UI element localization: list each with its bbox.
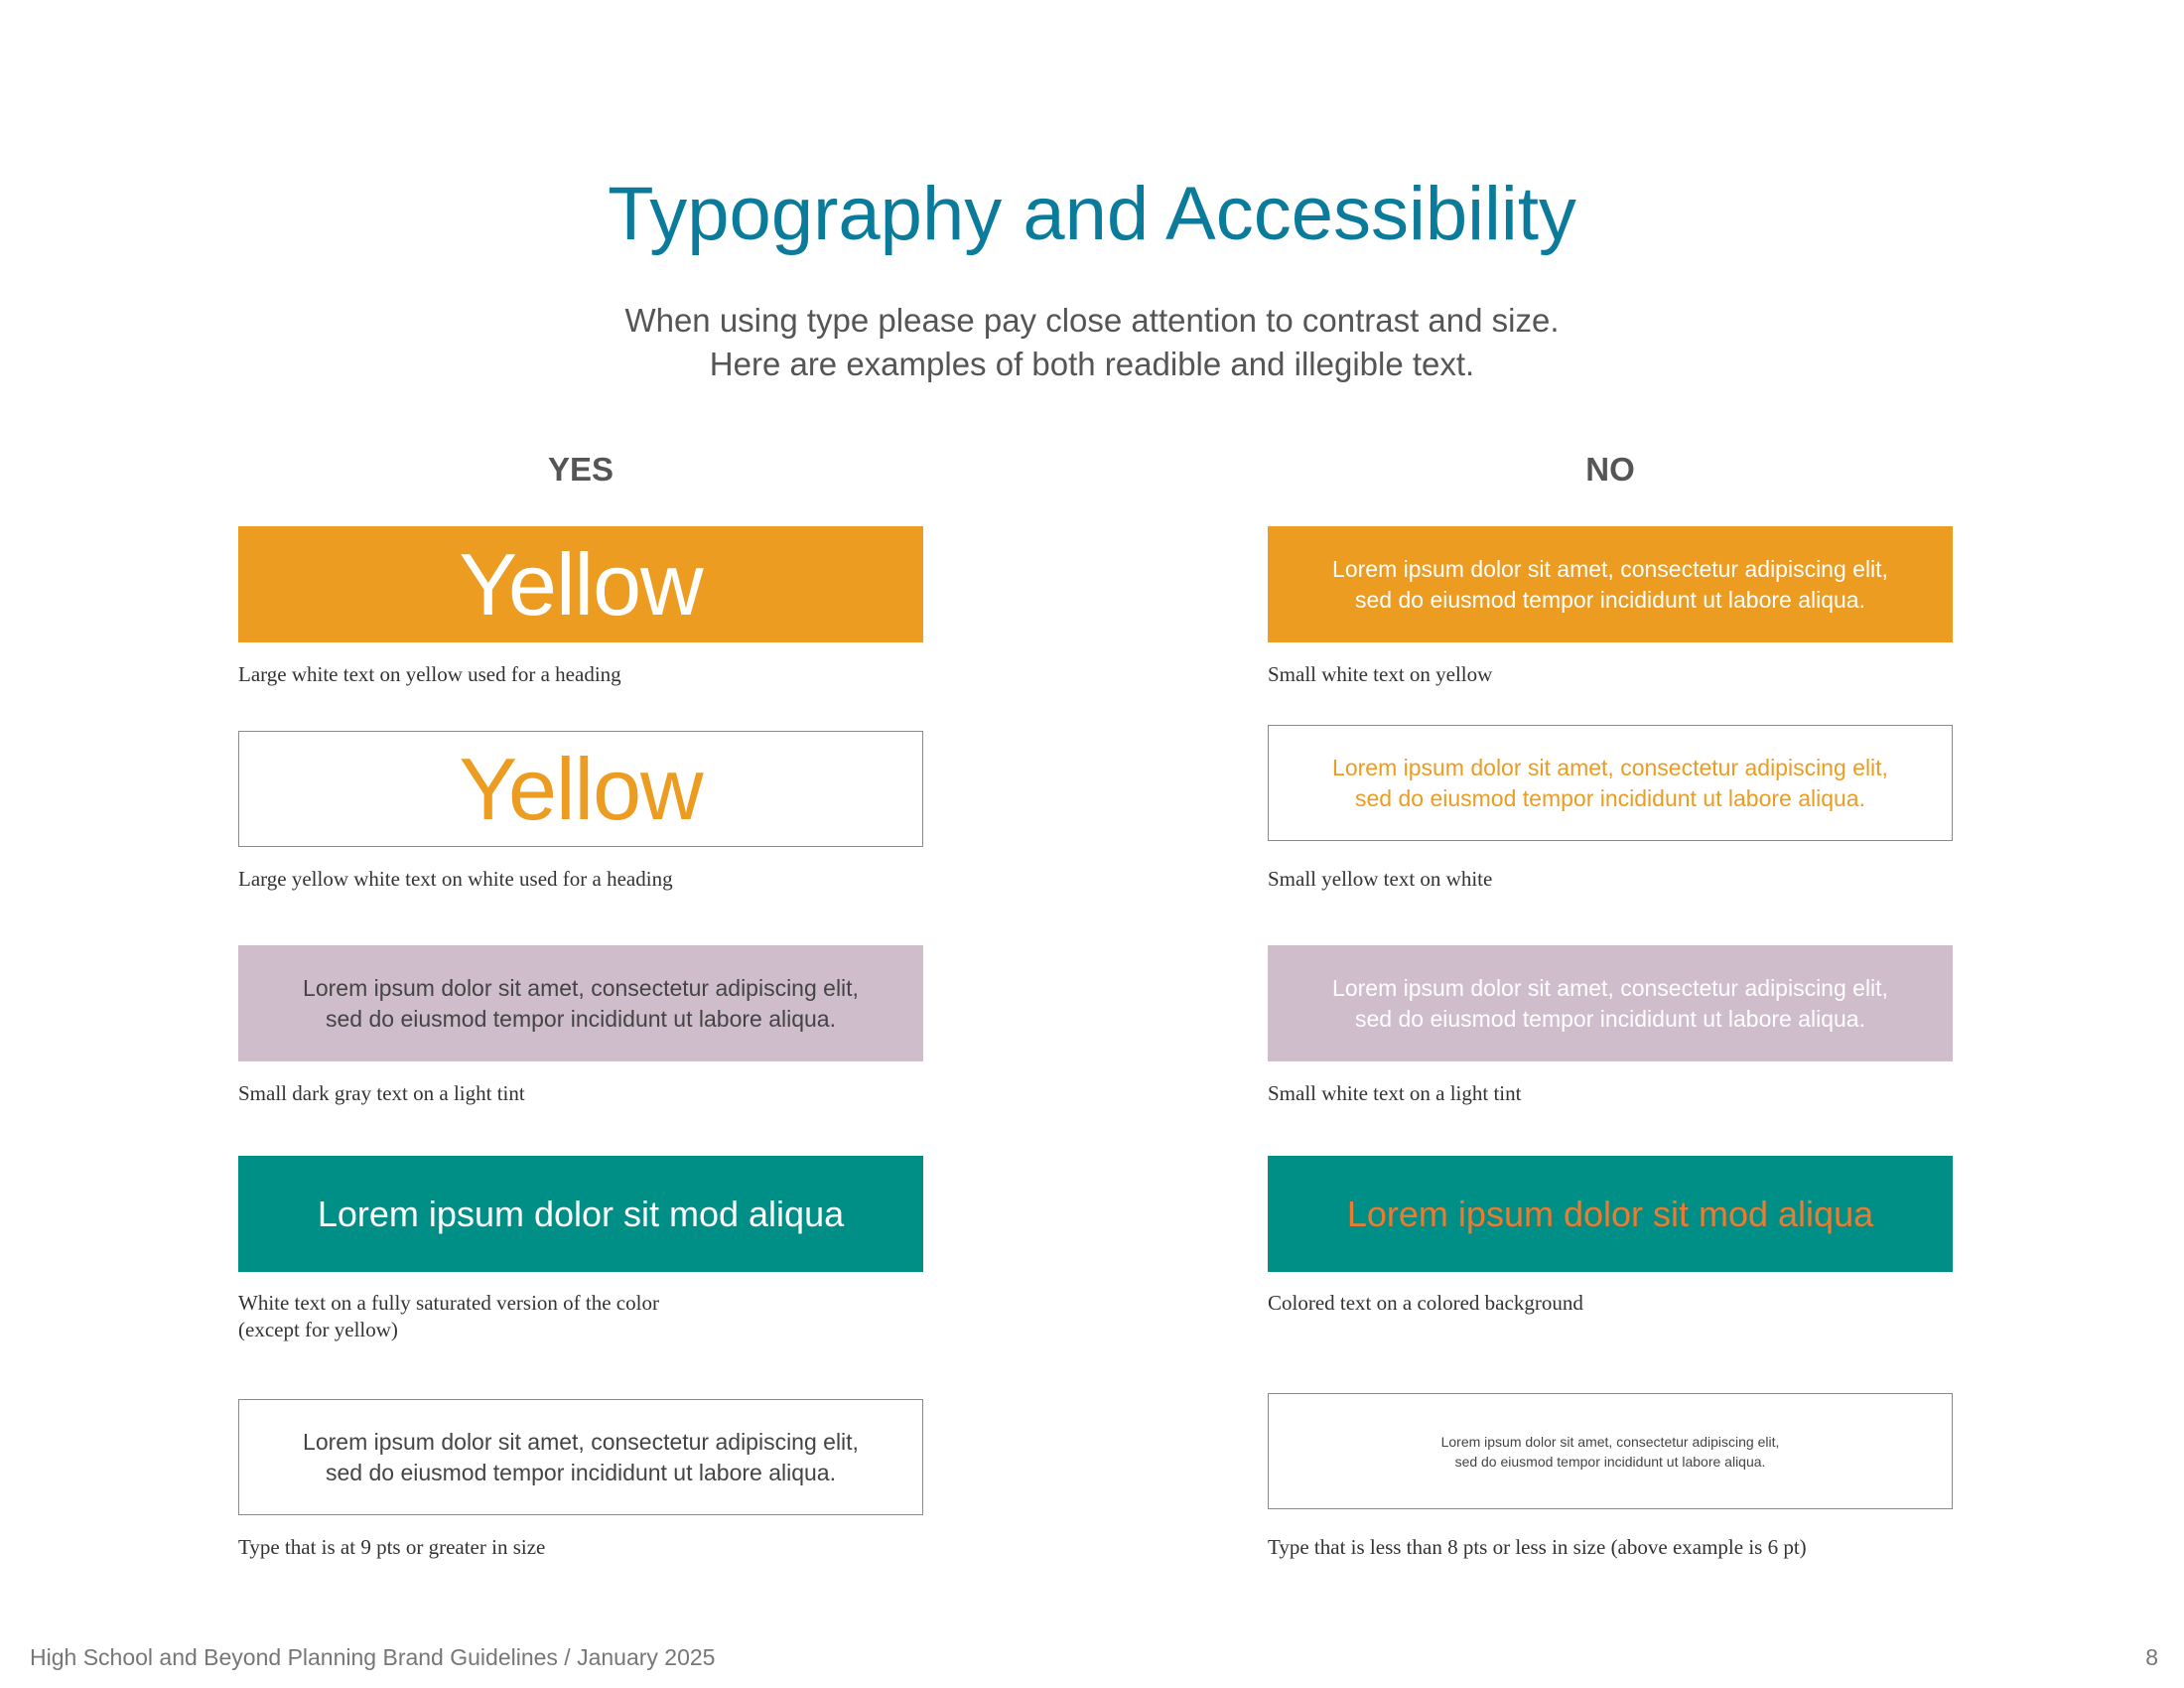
yes-example-4-box: [238, 1156, 923, 1272]
yes-example-1-text: Yellow: [459, 534, 703, 633]
no-example-1-caption: Small white text on yellow: [1268, 662, 1493, 686]
yes-example-2-text: Yellow: [459, 739, 703, 838]
yes-example-1-caption: Large white text on yellow used for a heading: [238, 662, 621, 686]
yes-example-3-line-2: sed do eiusmod tempor incididunt ut labore aliqua.: [326, 1005, 836, 1032]
no-example-5-caption: Type that is less than 8 pts or less in size (above example is 6 pt): [1268, 1535, 1807, 1559]
no-example-3-line-1: Lorem ipsum dolor sit amet, consectetur adipiscing elit,: [1332, 974, 1888, 1001]
yes-example-3-line-1: Lorem ipsum dolor sit amet, consectetur adipiscing elit,: [303, 974, 859, 1001]
no-example-5-box: [1268, 1393, 1953, 1509]
no-example-2-box: [1268, 725, 1953, 841]
no-example-1-line-1: Lorem ipsum dolor sit amet, consectetur adipiscing elit,: [1332, 555, 1888, 582]
no-example-2-line-1: Lorem ipsum dolor sit amet, consectetur adipiscing elit,: [1332, 754, 1888, 780]
subtitle-line-2: Here are examples of both readible and illegible text.: [709, 346, 1475, 382]
no-column-heading: NO: [1585, 451, 1635, 488]
yes-example-3-caption: Small dark gray text on a light tint: [238, 1081, 525, 1105]
no-example-1-line-2: sed do eiusmod tempor incididunt ut labore aliqua.: [1355, 586, 1865, 613]
no-example-2-line-2: sed do eiusmod tempor incididunt ut labore aliqua.: [1355, 784, 1865, 811]
no-example-5-line-2: sed do eiusmod tempor incididunt ut labore aliqua.: [1454, 1453, 1766, 1470]
yes-example-1-box: [238, 526, 923, 642]
yes-column-heading: YES: [547, 451, 614, 488]
yes-example-4-caption-line-2: (except for yellow): [238, 1318, 398, 1341]
yes-example-4-text: Lorem ipsum dolor sit mod aliqua: [317, 1193, 845, 1234]
yes-example-3-box: [238, 945, 923, 1061]
no-example-3-line-2: sed do eiusmod tempor incididunt ut labore aliqua.: [1355, 1005, 1865, 1032]
yes-example-5-box: [238, 1399, 923, 1515]
page-number: 8: [2145, 1644, 2158, 1670]
yes-example-2-box: [238, 731, 923, 847]
no-example-3-caption: Small white text on a light tint: [1268, 1081, 1522, 1105]
no-example-5-line-1: Lorem ipsum dolor sit amet, consectetur adipiscing elit,: [1440, 1433, 1780, 1450]
no-example-4-caption: Colored text on a colored background: [1268, 1291, 1583, 1315]
footer-text: High School and Beyond Planning Brand Guidelines / January 2025: [30, 1644, 716, 1670]
no-example-3-box: [1268, 945, 1953, 1061]
no-example-4-text: Lorem ipsum dolor sit mod aliqua: [1346, 1193, 1874, 1234]
page-title: Typography and Accessibility: [608, 172, 1576, 256]
subtitle-line-1: When using type please pay close attention to contrast and size.: [624, 302, 1560, 339]
yes-example-5-caption: Type that is at 9 pts or greater in size: [238, 1535, 546, 1559]
yes-example-2-caption: Large yellow white text on white used for a heading: [238, 867, 673, 891]
no-example-4-box: [1268, 1156, 1953, 1272]
yes-example-5-line-2: sed do eiusmod tempor incididunt ut labore aliqua.: [326, 1459, 836, 1485]
no-example-2-caption: Small yellow text on white: [1268, 867, 1493, 891]
yes-example-5-line-1: Lorem ipsum dolor sit amet, consectetur adipiscing elit,: [303, 1428, 859, 1455]
no-example-1-box: [1268, 526, 1953, 642]
yes-example-4-caption-line-1: White text on a fully saturated version of the color: [238, 1291, 659, 1315]
